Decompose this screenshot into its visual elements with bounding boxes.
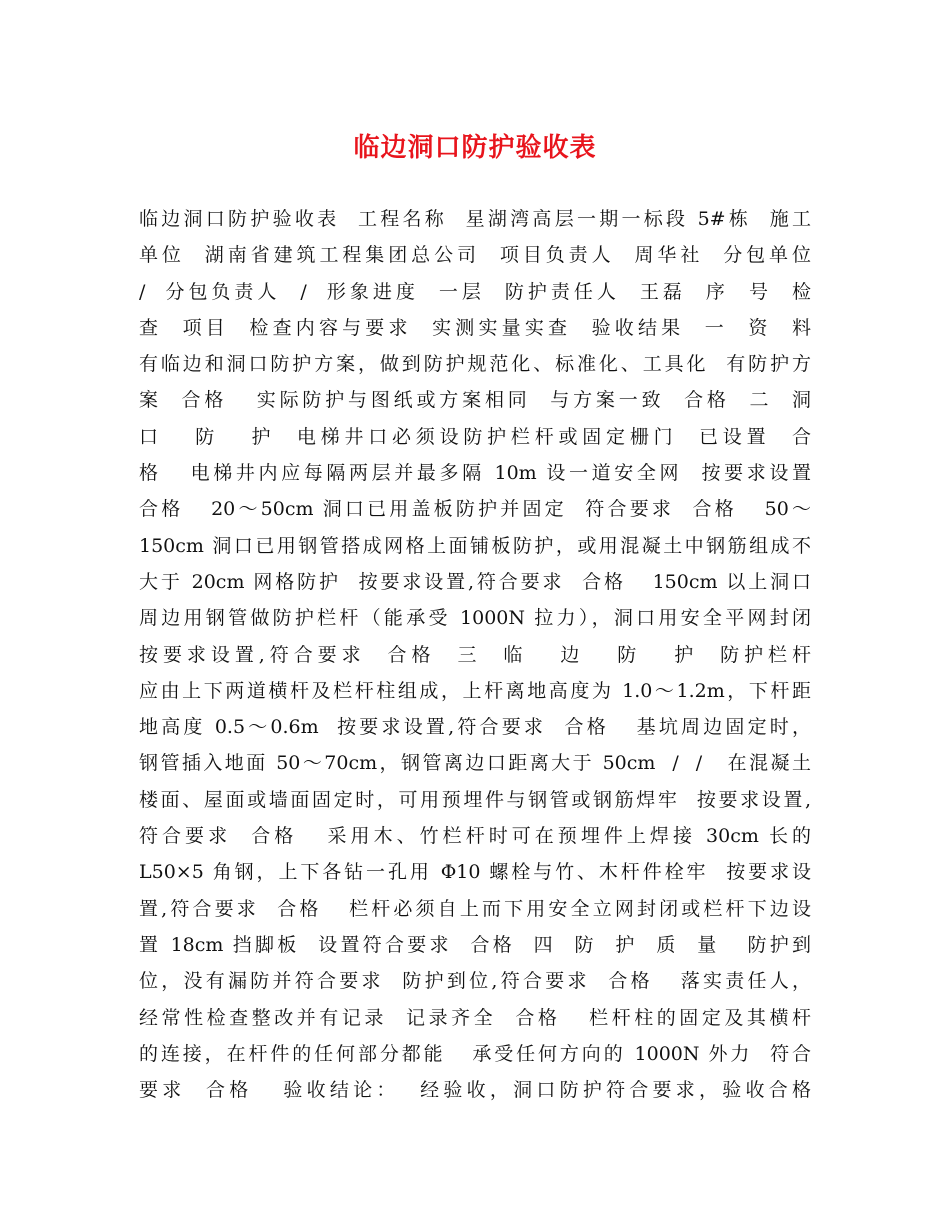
- body-line: 要求 合格 验收结论： 经验收，洞口防护符合要求，验收合格: [139, 1079, 811, 1102]
- body-line: 周边用钢管做防护栏杆（能承受 1000N 拉力），洞口用安全平网封闭: [139, 607, 811, 630]
- body-line: 应由上下两道横杆及栏杆柱组成，上杆离地高度为 1.0～1.2m，下杆距: [139, 679, 811, 702]
- body-line: 置 18cm 挡脚板 设置符合要求 合格 四 防 护 质 量 防护到: [139, 933, 811, 956]
- body-line: 150cm 洞口已用钢管搭成网格上面铺板防护，或用混凝土中钢筋组成不: [139, 534, 811, 557]
- body-line: 地高度 0.5～0.6m 按要求设置,符合要求 合格 基坑周边固定时，: [139, 716, 811, 739]
- body-line: 查 项目 检查内容与要求 实测实量实查 验收结果 一 资 料: [139, 316, 811, 339]
- body-line: 有临边和洞口防护方案，做到防护规范化、标准化、工具化 有防护方: [139, 353, 811, 376]
- body-line: 位，没有漏防并符合要求 防护到位,符合要求 合格 落实责任人，: [139, 970, 811, 993]
- body-line: 符合要求 合格 采用木、竹栏杆时可在预埋件上焊接 30cm 长的: [139, 825, 811, 848]
- body-line: / 分包负责人 / 形象进度 一层 防护责任人 王磊 序 号 检: [139, 280, 811, 303]
- body-line: 楼面、屋面或墙面固定时，可用预埋件与钢管或钢筋焊牢 按要求设置,: [139, 788, 811, 811]
- body-line: 经常性检查整改并有记录 记录齐全 合格 栏杆柱的固定及其横杆: [139, 1006, 811, 1029]
- body-line: 案 合格 实际防护与图纸或方案相同 与方案一致 合格 二 洞: [139, 389, 811, 412]
- body-line: L50×5 角钢，上下各钻一孔用 Φ10 螺栓与竹、木杆件栓牢 按要求设: [139, 861, 811, 884]
- body-line: 置,符合要求 合格 栏杆必须自上而下用安全立网封闭或栏杆下边设: [139, 897, 811, 920]
- body-line: 临边洞口防护验收表 工程名称 星湖湾高层一期一标段 5#栋 施工: [139, 208, 811, 230]
- body-line: 格 电梯井内应每隔两层并最多隔 10m 设一道安全网 按要求设置: [139, 462, 811, 485]
- body-line: 按要求设置,符合要求 合格 三 临 边 防 护 防护栏杆: [139, 643, 811, 666]
- document-body: [139, 201, 811, 1108]
- body-line: 大于 20cm 网格防护 按要求设置,符合要求 合格 150cm 以上洞口: [139, 570, 811, 593]
- body-line: 的连接，在杆件的任何部分都能 承受任何方向的 1000N 外力 符合: [139, 1042, 811, 1065]
- body-line: 口 防 护 电梯井口必须设防护栏杆或固定栅门 已设置 合: [139, 425, 811, 448]
- body-line: 合格 20～50cm 洞口已用盖板防护并固定 符合要求 合格 50～: [139, 498, 811, 521]
- body-line: 钢管插入地面 50～70cm，钢管离边口距离大于 50cm / / 在混凝土: [139, 752, 811, 775]
- body-line: 单位 湖南省建筑工程集团总公司 项目负责人 周华社 分包单位: [139, 244, 811, 267]
- document-title: 临边洞口防护验收表: [353, 133, 597, 163]
